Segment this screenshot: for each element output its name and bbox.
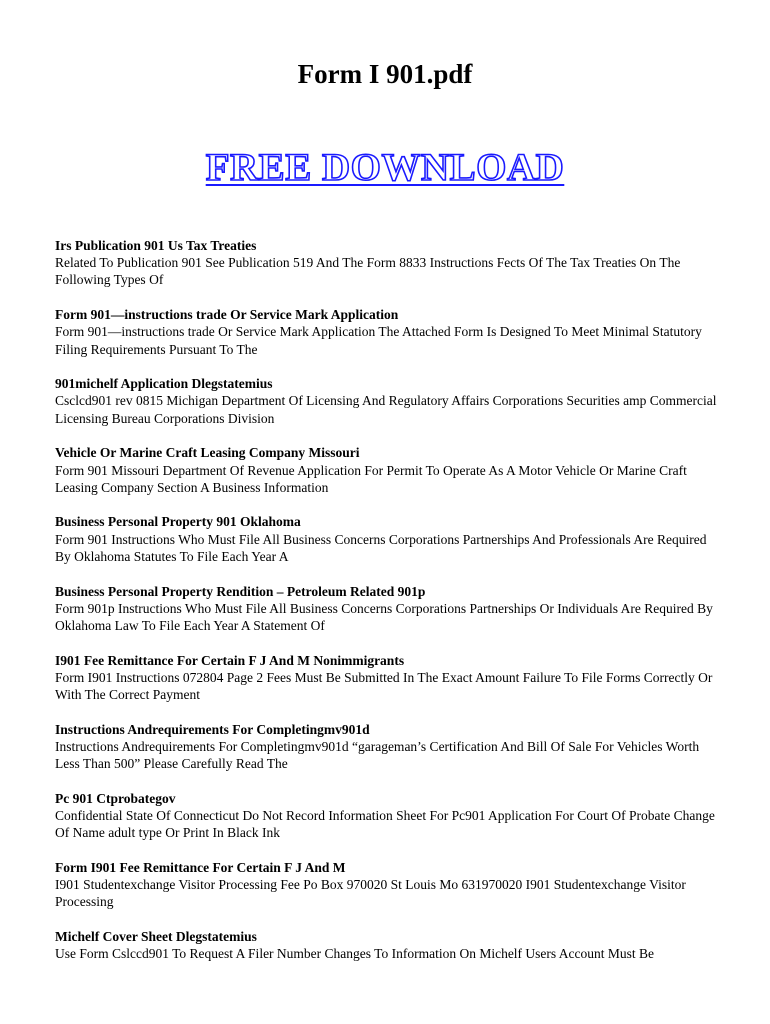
list-item [55, 375, 720, 427]
entry-title: I901 Fee Remittance For Certain F J And M Nonimmigrants [55, 652, 405, 668]
entry-title: Michelf Cover Sheet Dlegstatemius [55, 929, 257, 945]
entry-title: 901michelf Application Dlegstatemius [55, 376, 273, 392]
entry-description: Form 901p Instructions Who Must File All Business Concerns Corporations Partnerships Or Individuals Are Required By Oklahoma Law To File Each Year A Statement Of [55, 600, 713, 633]
entry-title: Vehicle Or Marine Craft Leasing Company Missouri [55, 445, 360, 461]
entry-description: Related To Publication 901 See Publication 519 And The Form 8833 Instructions Fects Of The Tax Treaties On The Following Types Of [55, 255, 681, 288]
list-item [55, 652, 720, 704]
entry-description: Form 901—instructions trade Or Service Mark Application The Attached Form Is Designed To Meet Minimal Statutory Filing Requirements Pursuant To The [55, 324, 702, 357]
list-item [55, 928, 720, 962]
list-item [55, 237, 720, 289]
free-download-label[interactable]: FREE DOWNLOAD [205, 146, 565, 189]
list-item [55, 790, 720, 842]
entry-description: I901 Studentexchange Visitor Processing Fee Po Box 970020 St Louis Mo 631970020 I901 Studentexchange Visitor Processing [55, 877, 686, 910]
entry-title: Instructions Andrequirements For Completingmv901d [55, 721, 370, 737]
entry-description: Confidential State Of Connecticut Do Not Record Information Sheet For Pc901 Application For Court Of Probate Change Of Name adult type Or Print In Black Ink [55, 808, 715, 841]
entry-title: Pc 901 Ctprobategov [55, 790, 176, 806]
list-item [55, 583, 720, 635]
entry-description: Form I901 Instructions 072804 Page 2 Fees Must Be Submitted In The Exact Amount Failure To File Forms Correctly Or With The Correct Payment [55, 669, 713, 703]
entry-description: Instructions Andrequirements For Completingmv901d “garageman’s Certification And Bill Of Sale For Vehicles Worth Less Than 500” Please Carefully Read The [55, 738, 700, 772]
entry-description: Use Form Cslccd901 To Request A Filer Number Changes To Information On Michelf Users Account Must Be [55, 946, 655, 962]
list-item [55, 859, 720, 911]
list-item [55, 721, 720, 773]
list-item [55, 444, 720, 496]
entry-title: Form 901—instructions trade Or Service Mark Application [55, 307, 399, 323]
list-item [55, 513, 720, 565]
entry-description: Csclcd901 rev 0815 Michigan Department Of Licensing And Regulatory Affairs Corporations Securities amp Commercial Licensing Bureau Corporations Division [55, 393, 717, 426]
entry-list [55, 237, 720, 980]
entry-title: Irs Publication 901 Us Tax Treaties [55, 238, 257, 253]
entry-title: Business Personal Property Rendition – Petroleum Related 901p [55, 583, 426, 599]
entry-title: Business Personal Property 901 Oklahoma [55, 514, 301, 530]
entry-description: Form 901 Instructions Who Must File All Business Concerns Corporations Partnerships And Professionals Are Required By Oklahoma Statutes To File Each Year A [55, 531, 707, 564]
page-title: Form I 901.pdf [297, 59, 473, 89]
entry-description: Form 901 Missouri Department Of Revenue Application For Permit To Operate As A Motor Vehicle Or Marine Craft Leasing Company Section A Business Information [55, 462, 687, 495]
list-item [55, 306, 720, 358]
entry-title: Form I901 Fee Remittance For Certain F J And M [55, 859, 346, 875]
free-download-link[interactable] [0, 142, 770, 194]
